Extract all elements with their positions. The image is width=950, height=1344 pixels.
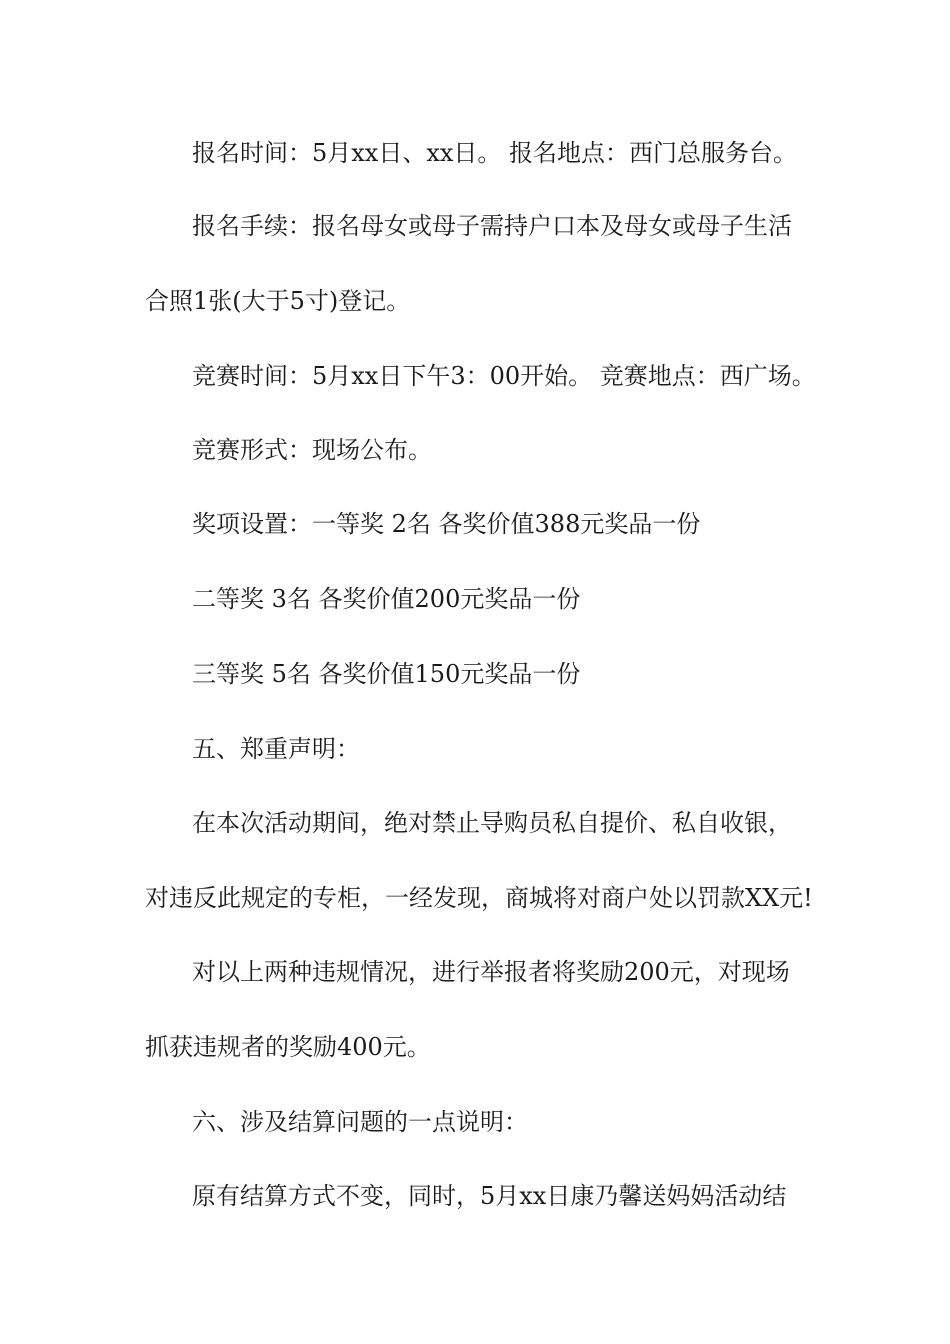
section-five-heading: 五、郑重声明： xyxy=(192,735,360,763)
reward-line: 对以上两种违规情况，进行举报者将奖励200元，对现场 xyxy=(192,958,790,986)
settlement-line: 原有结算方式不变，同时，5月xx日康乃馨送妈妈活动结 xyxy=(192,1182,787,1210)
section-six-heading: 六、涉及结算问题的一点说明： xyxy=(192,1108,528,1136)
registration-procedure-continued-line: 合照1张(大于5寸)登记。 xyxy=(145,287,411,315)
registration-procedure-line: 报名手续：报名母女或母子需持户口本及母女或母子生活 xyxy=(192,212,792,240)
competition-format-line: 竞赛形式：现场公布。 xyxy=(192,436,432,464)
prize-second-line: 二等奖 3名 各奖价值200元奖品一份 xyxy=(192,585,581,613)
prize-first-line: 奖项设置：一等奖 2名 各奖价值388元奖品一份 xyxy=(192,510,701,538)
reward-continued-line: 抓获违规者的奖励400元。 xyxy=(145,1033,431,1061)
competition-time-line: 竞赛时间：5月xx日下午3：00开始。 竞赛地点：西广场。 xyxy=(192,362,816,390)
prohibition-line: 在本次活动期间，绝对禁止导购员私自提价、私自收银， xyxy=(192,809,792,837)
prize-third-line: 三等奖 5名 各奖价值150元奖品一份 xyxy=(192,660,581,688)
penalty-line: 对违反此规定的专柜，一经发现，商城将对商户处以罚款XX元! xyxy=(145,884,813,912)
registration-time-line: 报名时间：5月xx日、xx日。 报名地点：西门总服务台。 xyxy=(192,139,798,167)
